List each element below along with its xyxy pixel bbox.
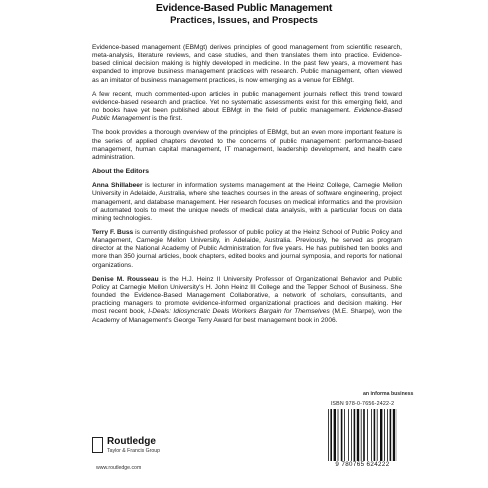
book-title: Evidence-Based Public Management (155, 2, 333, 14)
editor-bio-buss (92, 229, 402, 270)
editor-name: Anna Shillabeer (92, 182, 143, 190)
editors-heading: About the Editors (92, 168, 150, 176)
editor-bio-text: is currently distinguished professor of public policy at the Heinz School of Public Policy and Management, Carnegie Mellon University, in Adelaide, Australia. Previously, he served as program director at the National Academy of Public Administration for five years. He has published ten books and more than 350 journal articles, book chapters, edited books and journal symposia, and reports for national organizations. (92, 228, 402, 269)
publisher-url: www.routledge.com (96, 465, 142, 471)
intro-paragraph-2 (92, 91, 402, 124)
intro-paragraph-2-end: is the first. (152, 115, 183, 123)
intro-paragraph-1: Evidence-based management (EBMgt) derives principles of good management from scientific research, meta-analysis, literature reviews, and case studies, and then translates them into practice. Evidence-based clinical decision making is highly developed in medicine. In the past few years, a movement has expanded to improve business management practices with research. Public management, often viewed as an imitator of business management practices, is now emerging as a venue for EBMgt. (92, 44, 402, 84)
isbn-label: ISBN 978-0-7656-2422-2 (330, 401, 395, 407)
intro-book-title: Evidence-Based Public Management (92, 107, 402, 123)
blurb-body (92, 44, 402, 331)
publisher-name: Routledge (107, 436, 156, 447)
editor-name: Terry F. Buss (92, 228, 134, 236)
editor-name: Denise M. Rousseau (92, 275, 159, 283)
barcode-number: 9 780765 624222 (335, 461, 390, 468)
editor-bio-text-end: (M.E. Sharpe), won the Academy of Management's George Terry Award for best management book in 2006. (92, 308, 402, 324)
routledge-logo-icon (92, 437, 103, 453)
barcode (326, 401, 399, 470)
editor-bio-rousseau (92, 276, 402, 325)
editor-bio-text: is lecturer in information systems management at the Heinz College, Carnegie Mellon University in Adelaide, Australia, where she teaches courses in the areas of software engineering, project management, and database management. Her research focuses on medical informatics and the provision of automated tools to meet the unique needs of medical data analysis, with a particular focus on data mining technologies. (92, 182, 403, 222)
intro-paragraph-2-text: A few recent, much commented-upon articles in public management journals reflect this trend toward evidence-based research and practice. Yet no systematic assessments exist for this emerging field, and no books have yet been published about EBMgt in the field of public management. (92, 90, 402, 115)
editor-book-title: I-Deals: Idiosyncratic Deals Workers Bargain for Themselves (148, 308, 330, 316)
book-subtitle: Practices, Issues, and Prospects (170, 15, 318, 26)
publisher-group: Taylor & Francis Group (107, 448, 161, 454)
barcode-bars-icon (328, 409, 397, 461)
informa-business-label: an informa business (363, 391, 414, 397)
editor-bio-text: is the H.J. Heinz II University Professor of Organizational Behavior and Public Policy at Carnegie Mellon University's H. John Heinz III College and the Tepper School of Business. She founded the Evidence-Based Management Collaborative, a network of scholars, consultants, and practicing managers to promote evidence-informed organizational practices and decision making. Her most recent book, (92, 275, 402, 316)
intro-paragraph-3: The book provides a thorough overview of the principles of EBMgt, but an even more important feature is the series of applied chapters devoted to the concerns of public management: performance-based management, human capital management, IT management, leadership development, and health care administration. (92, 129, 402, 161)
editor-bio-shillabeer (92, 182, 402, 223)
